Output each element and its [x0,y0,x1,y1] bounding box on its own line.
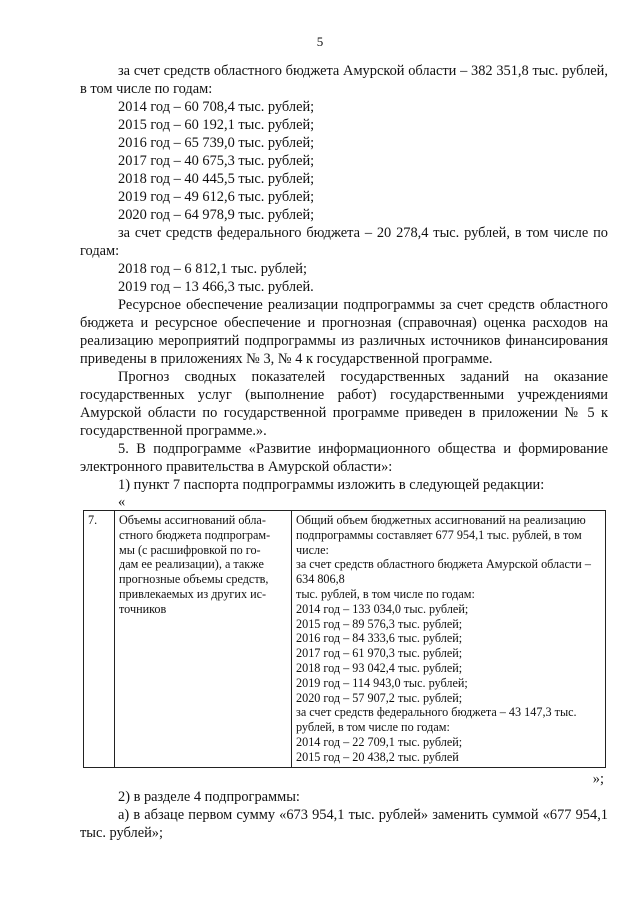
federal-year-item: 2019 год – 13 466,3 тыс. рублей. [118,279,314,295]
row-name-line: стного бюджета подпрограм- [119,527,271,542]
federal-years-list [80,260,608,296]
row-value-line: 2020 год – 57 907,2 тыс. рублей; [296,690,463,705]
federal-budget-paragraph: за счет средств федерального бюджета – 20 278,4 тыс. рублей, в том числе по годам: [80,225,608,259]
regional-year-item: 2018 год – 40 445,5 тыс. рублей; [118,171,315,187]
closing-quote: »; [592,770,604,787]
row-value-line: 2014 год – 22 709,1 тыс. рублей; [296,734,463,749]
row-name-line: Объемы ассигнований обла- [119,513,266,527]
regional-year-item: 2019 год – 49 612,6 тыс. рублей; [118,189,315,205]
forecast-paragraph: Прогноз сводных показателей государственных заданий на оказание государственных услуг (выполнение работ) государственными учреждениями Амурской области по государственной программе приведен в приложении № 5 к государственной программе.». [80,369,608,439]
row-value-line: рублей, в том числе по годам: [296,720,450,735]
row-value-line: 2015 год – 89 576,3 тыс. рублей; [296,616,463,631]
row-value-line: тыс. рублей, в том числе по годам: [296,586,475,601]
row-value-line: подпрограммы составляет 677 954,1 тыс. рублей, в том [296,527,582,542]
regional-year-item: 2016 год – 65 739,0 тыс. рублей; [118,135,315,151]
row-value-cell [292,511,606,768]
item-5-2-text: 2) в разделе 4 подпрограммы: [118,788,300,805]
row-name-line: точников [119,601,167,616]
regional-budget-paragraph: за счет средств областного бюджета Амурской области – 382 351,8 тыс. рублей, в том числе по годам: [80,63,608,97]
document-body [80,62,608,842]
regional-year-item: 2014 год – 60 708,4 тыс. рублей; [118,99,315,115]
row-value-line: 2014 год – 133 034,0 тыс. рублей; [296,601,469,616]
regional-year-item: 2020 год – 64 978,9 тыс. рублей; [118,207,315,223]
row-name-line: мы (с расшифровкой по го- [119,542,261,557]
item-5-1-text: 1) пункт 7 паспорта подпрограммы изложить в следующей редакции: [118,477,545,493]
row-number-cell: 7. [84,511,115,768]
resource-paragraph: Ресурсное обеспечение реализации подпрограммы за счет средств областного бюджета и ресурсное обеспечение и прогнозная (справочная) оценка расходов на реализацию мероприятий подпрограммы из различных источников финансирования приведены в приложениях № 3, № 4 к государственной программе. [80,297,608,367]
row-value-line: числе: [296,542,329,557]
table-row [84,511,606,768]
row-name-line: привлекаемых из других ис- [119,586,267,601]
item-5-2a-text: а) в абзаце первом сумму «673 954,1 тыс. рублей» заменить суммой «677 954,1 тыс. рублей»; [80,806,608,841]
row-value-line: 2018 год – 93 042,4 тыс. рублей; [296,660,463,675]
opening-quote: « [118,494,126,510]
row-value-line: 2015 год – 20 438,2 тыс. рублей [296,749,459,764]
row-name-cell [115,511,292,768]
row-value-line: 2017 год – 61 970,3 тыс. рублей; [296,646,463,661]
row-name-line: дам ее реализации), а также [119,557,264,572]
row-value-line: за счет средств областного бюджета Амурской области – 634 806,8 [296,557,591,587]
regional-year-item: 2015 год – 60 192,1 тыс. рублей; [118,117,315,133]
passport-table [83,510,606,768]
federal-year-item: 2018 год – 6 812,1 тыс. рублей; [118,261,307,277]
regional-year-item: 2017 год – 40 675,3 тыс. рублей; [118,153,315,169]
row-value-line: за счет средств федерального бюджета – 43 147,3 тыс. [296,705,577,720]
row-value-line: 2019 год – 114 943,0 тыс. рублей; [296,675,468,690]
regional-years-list [80,98,608,224]
row-value-line: Общий объем бюджетных ассигнований на реализацию [296,513,586,527]
item-5-heading: 5. В подпрограмме «Развитие информационного общества и формирование электронного правительства в Амурской области»: [80,441,608,475]
page-number: 5 [316,34,324,49]
row-value-line: 2016 год – 84 333,6 тыс. рублей; [296,631,463,646]
row-name-line: прогнозные объемы средств, [119,572,269,587]
